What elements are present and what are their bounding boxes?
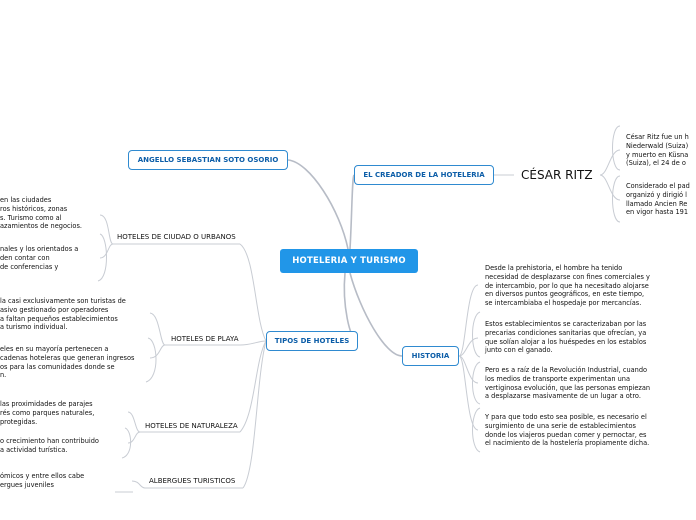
historia-note-4[interactable]: Y para que todo esto sea posible, es necesario el surgimiento de una serie de establecimientos donde los viajeros puedan comer y pernoctar, es el nacimiento de la hostelería propiamente dicha. [485,413,650,448]
bracket-playa-note-2 [146,338,156,382]
historia-note-1[interactable]: Desde la prehistoria, el hombre ha tenido necesidad de desplazarse con fines comerciales y de intercambio, por lo que ha necesitado alojarse en diversos puntos geográficos, en este tiempo, se intercambiaba el hospedaje por mercancías. [485,264,650,308]
creator-node[interactable]: EL CREADOR DE LA HOTELERIA [354,165,494,185]
playa-note-1[interactable]: la casi exclusivamente son turistas de asivo gestionado por operadores a faltan pequeños establecimientos a turismo individual. [0,297,126,332]
link-tipo-playa [240,341,266,345]
link-tipo-albergues [243,341,266,488]
link-playa-note-2 [150,345,165,358]
tipo-playa-label[interactable]: HOTELES DE PLAYA [171,335,239,343]
creator-note-2[interactable]: Considerado el pad organizó y dirigió l llamado Ancien Re en vigor hasta 191 [626,182,690,217]
historia-note-2[interactable]: Estos establecimientos se caracterizaban por las precarias condiciones sanitarias que ofrecían, ya que solían alojar a los huéspedes en los establos junto con el ganado. [485,320,647,355]
link-creator [350,175,354,249]
bracket-historia-note-2 [473,312,481,357]
central-topic[interactable]: HOTELERIA Y TURISMO [280,249,418,273]
link-naturaleza-note-1 [128,412,140,432]
bracket-historia-note-4 [473,408,481,452]
link-tipo-naturaleza [240,341,266,432]
link-albergues-note-1 [132,481,145,488]
link-tipo-ciudad [240,244,266,341]
link-creator-note-2 [600,175,620,200]
albergues-note-1[interactable]: ómicos y entre ellos cabe ergues juveniles [0,472,85,489]
tipo-ciudad-label[interactable]: HOTELES DE CIUDAD O URBANOS [117,233,236,241]
link-ciudad-note-1 [100,215,113,244]
tipos-node[interactable]: TIPOS DE HOTELES [266,331,358,351]
historia-node[interactable]: HISTORIA [402,346,459,366]
playa-note-2[interactable]: eles en su mayoría pertenecen a cadenas hoteleras que generan ingresos os para las comunidades donde se n. [0,345,135,380]
naturaleza-note-2[interactable]: o crecimiento han contribuido a actividad turística. [0,437,99,454]
creator-name[interactable]: CÉSAR RITZ [521,168,593,182]
historia-note-3[interactable]: Pero es a raíz de la Revolución Industrial, cuando los medios de transporte experimentan una vertiginosa evolución, que las personas empiezan a desplazarse masivamente de un lugar a otro. [485,366,651,401]
ciudad-note-2[interactable]: nales y los orientados a den contar con de conferencias y [0,245,79,271]
ciudad-note-1[interactable]: en las ciudades ros históricos, zonas s. Turismo como al azamientos de negocios. [0,196,83,231]
author-node[interactable]: ANGELLO SEBASTIAN SOTO OSORIO [128,150,288,170]
link-historia-note-2 [459,338,478,356]
naturaleza-note-1[interactable]: las proximidades de parajes rés como parques naturales, protegidas. [0,400,95,426]
link-creator-note-1 [600,150,620,175]
link-playa-note-1 [150,313,165,345]
tipo-albergues-label[interactable]: ALBERGUES TURISTICOS [149,477,236,485]
link-author [288,160,348,249]
tipo-naturaleza-label[interactable]: HOTELES DE NATURALEZA [145,422,238,430]
bracket-creator-note-1 [613,126,621,170]
creator-note-1[interactable]: César Ritz fue un h Niederwald (Suiza) y muerto en Küsna (Suiza), el 24 de o [626,133,689,168]
